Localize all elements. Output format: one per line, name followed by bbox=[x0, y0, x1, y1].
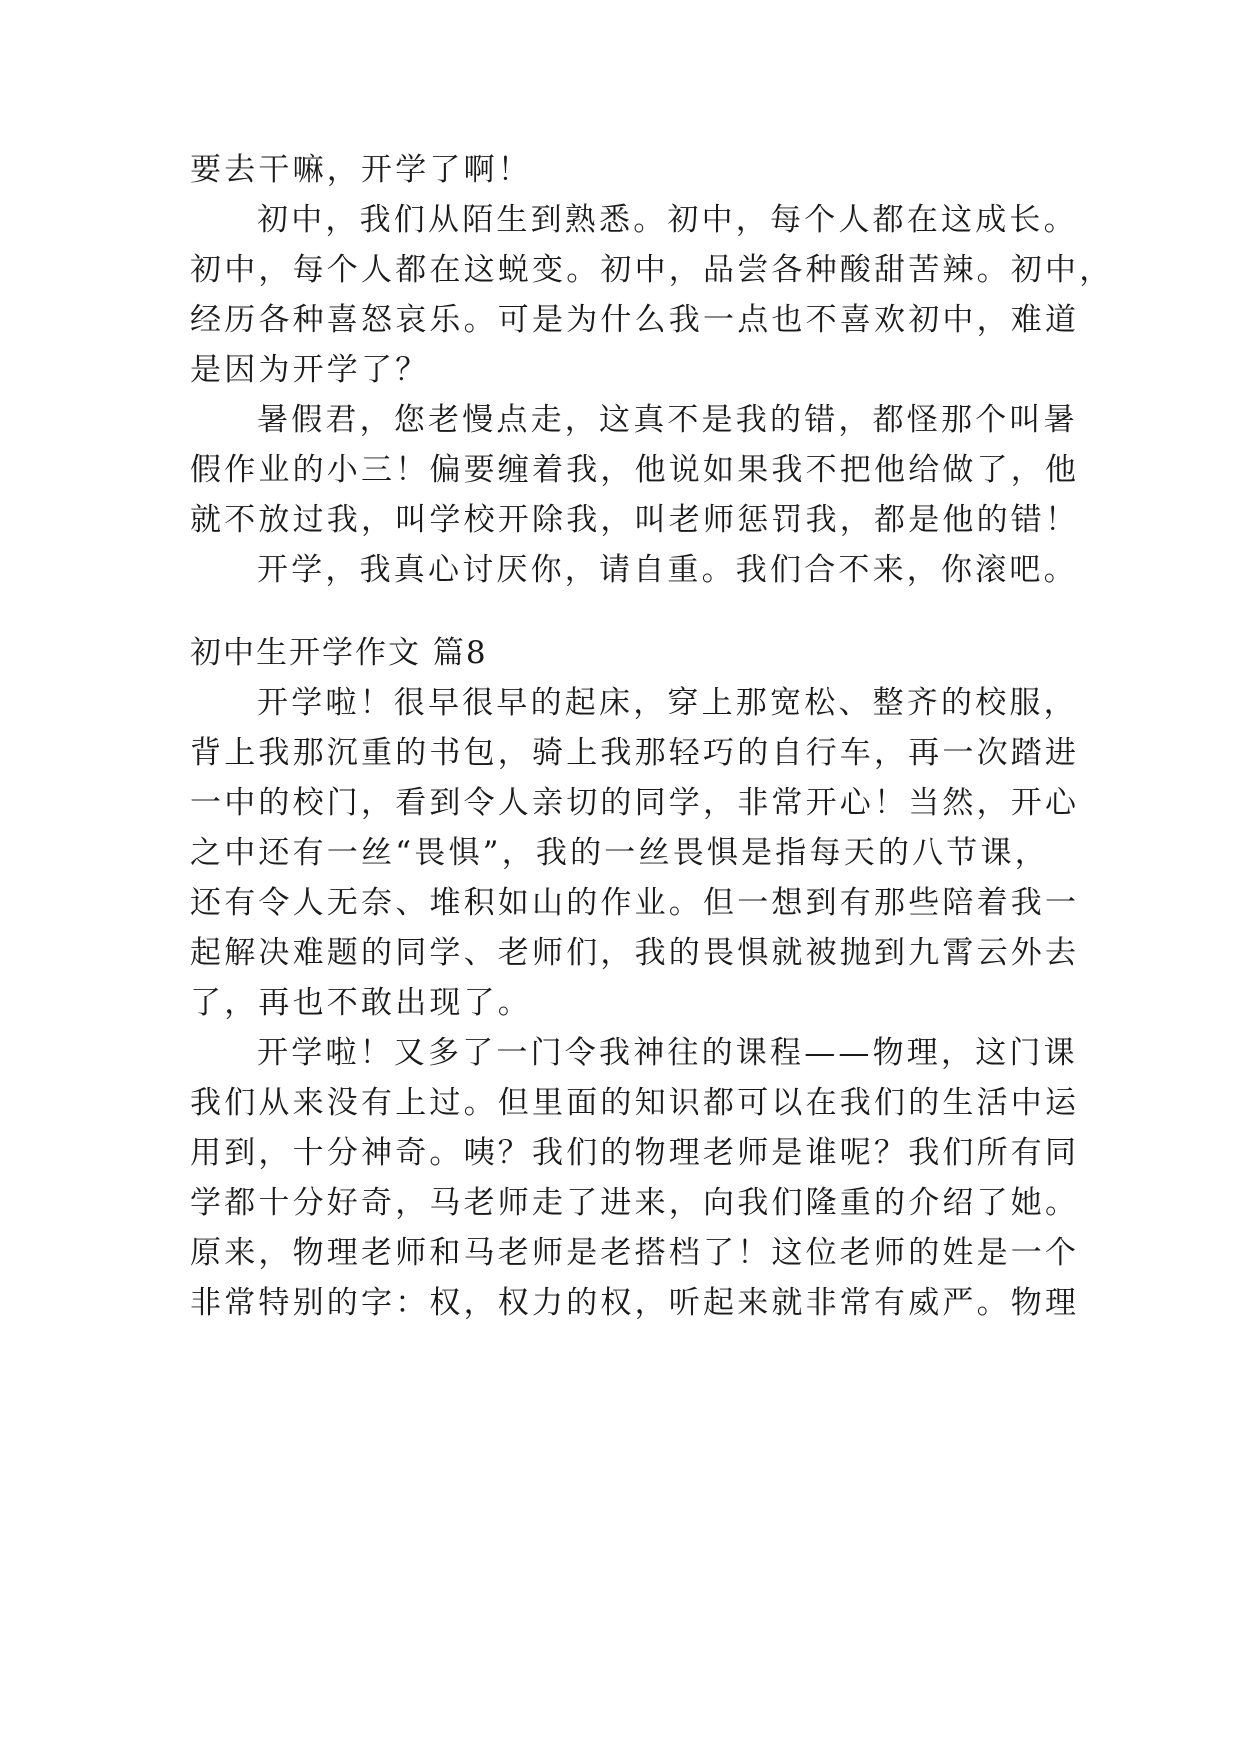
paragraph-first-line: 暑假君，您老慢点走，这真不是我的错，都怪那个叫暑 bbox=[257, 402, 1078, 438]
text-line: 之中还有一丝“畏惧”，我的一丝畏惧是指每天的八节课， bbox=[190, 835, 1049, 871]
text-line: 背上我那沉重的书包，骑上我那轻巧的自行车，再一次踏进 bbox=[190, 735, 1080, 771]
text-line: 非常特别的字：权，权力的权，听起来就非常有威严。物理 bbox=[190, 1285, 1080, 1321]
text-line: 要去干嘛，开学了啊！ bbox=[190, 152, 532, 188]
text-line: 就不放过我，叫学校开除我，叫老师惩罚我，都是他的错！ bbox=[190, 502, 1080, 538]
text-line: 一中的校门，看到令人亲切的同学，非常开心！当然，开心 bbox=[190, 785, 1080, 821]
text-line: 是因为开学了？ bbox=[190, 352, 430, 388]
paragraph-first-line: 开学啦！很早很早的起床，穿上那宽松、整齐的校服， bbox=[257, 685, 1078, 721]
text-line: 初中，每个人都在这蜕变。初中，品尝各种酸甜苦辣。初中， bbox=[190, 252, 1114, 288]
section-heading: 初中生开学作文 篇8 bbox=[190, 635, 488, 671]
text-line: 经历各种喜怒哀乐。可是为什么我一点也不喜欢初中，难道 bbox=[190, 302, 1080, 338]
text-line: 我们从来没有上过。但里面的知识都可以在我们的生活中运 bbox=[190, 1085, 1080, 1121]
paragraph-first-line: 初中，我们从陌生到熟悉。初中，每个人都在这成长。 bbox=[257, 202, 1078, 238]
text-line: 原来，物理老师和马老师是老搭档了！这位老师的姓是一个 bbox=[190, 1235, 1080, 1271]
text-line: 用到，十分神奇。咦？我们的物理老师是谁呢？我们所有同 bbox=[190, 1135, 1080, 1171]
paragraph-first-line: 开学，我真心讨厌你，请自重。我们合不来，你滚吧。 bbox=[257, 552, 1078, 588]
text-line: 假作业的小三！偏要缠着我，他说如果我不把他给做了，他 bbox=[190, 452, 1080, 488]
text-line: 起解决难题的同学、老师们，我的畏惧就被抛到九霄云外去 bbox=[190, 935, 1080, 971]
text-line: 学都十分好奇，马老师走了进来，向我们隆重的介绍了她。 bbox=[190, 1185, 1080, 1221]
text-line: 还有令人无奈、堆积如山的作业。但一想到有那些陪着我一 bbox=[190, 885, 1080, 921]
text-line: 了，再也不敢出现了。 bbox=[190, 985, 532, 1021]
paragraph-first-line: 开学啦！又多了一门令我神往的课程——物理，这门课 bbox=[257, 1035, 1078, 1071]
